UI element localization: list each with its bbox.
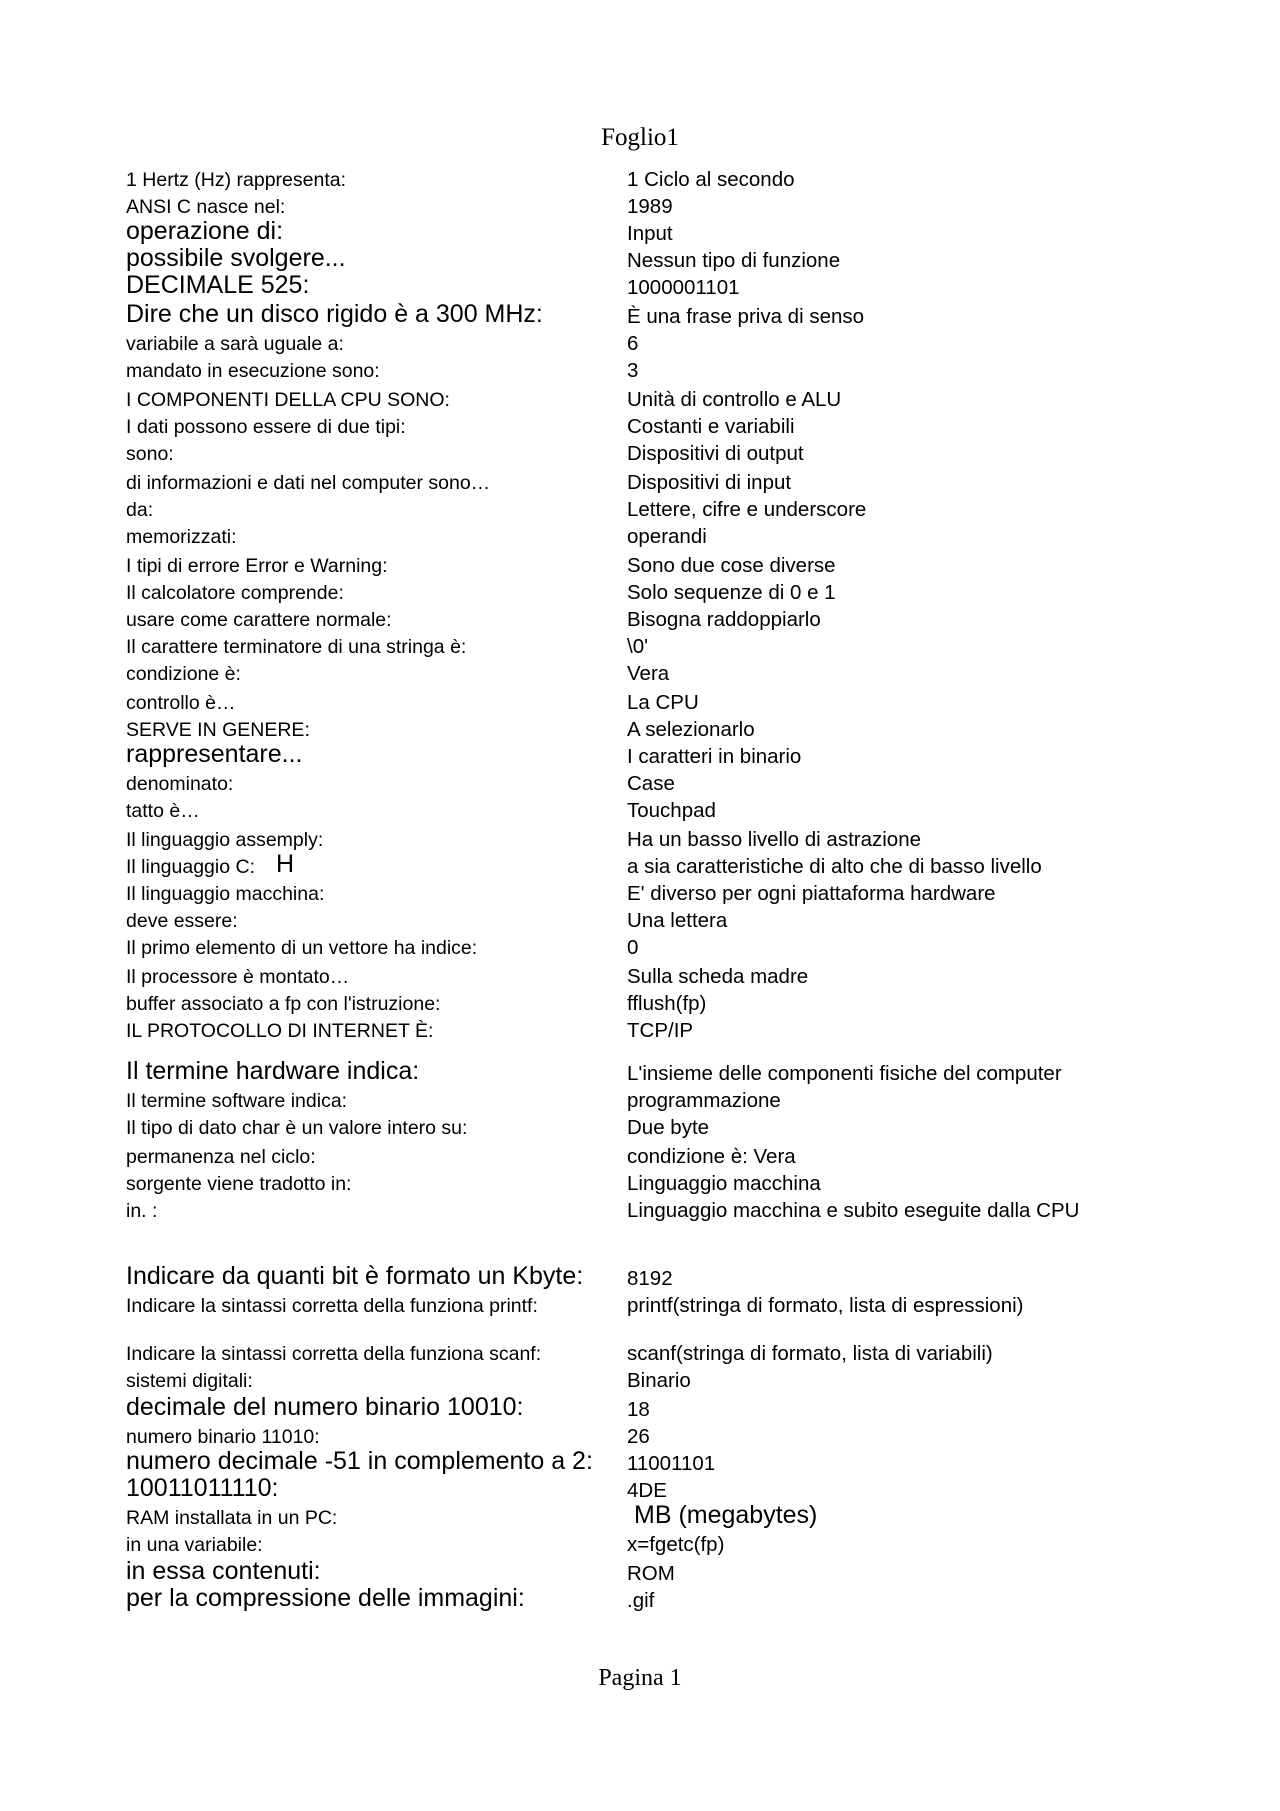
answer-cell: scanf(stringa di formato, lista di variabili) (627, 1341, 993, 1365)
table-row (0, 301, 1280, 330)
table-row (0, 467, 1280, 496)
question-cell: numero binario 11010: (126, 1425, 320, 1448)
question-cell: Il primo elemento di un vettore ha indice: (126, 936, 478, 959)
table-row (0, 660, 1280, 687)
question-cell-overflow: H (276, 850, 295, 878)
table-row (0, 1394, 1280, 1423)
page-footer: Pagina 1 (598, 1665, 682, 1691)
table-row (0, 193, 1280, 220)
question-cell: da: (126, 498, 154, 521)
answer-cell: 1989 (627, 194, 673, 218)
table-row (0, 990, 1280, 1017)
answer-cell: Linguaggio macchina (627, 1171, 821, 1195)
answer-cell: 18 (627, 1397, 650, 1421)
table-row (0, 1447, 1280, 1477)
question-cell: 1 Hertz (Hz) rappresenta: (126, 168, 346, 191)
question-cell: Indicare la sintassi corretta della funziona scanf: (126, 1342, 542, 1365)
table-row (0, 934, 1280, 961)
question-cell: RAM installata in un PC: (126, 1506, 338, 1529)
question-cell: sorgente viene tradotto in: (126, 1172, 352, 1195)
question-cell: Il linguaggio C: (126, 855, 255, 878)
table-row (0, 880, 1280, 907)
answer-cell: Sulla scheda madre (627, 964, 809, 988)
answer-cell: Ha un basso livello di astrazione (627, 827, 921, 851)
answer-cell: Costanti e variabili (627, 414, 795, 438)
question-cell: tatto è… (126, 799, 200, 822)
answer-cell: E' diverso per ogni piattaforma hardware (627, 881, 996, 905)
question-cell: variabile a sarà uguale a: (126, 332, 344, 355)
question-cell: 10011011110: (126, 1474, 279, 1502)
answer-cell: Binario (627, 1368, 691, 1392)
question-cell: Indicare la sintassi corretta della funziona printf: (126, 1294, 538, 1317)
question-cell: in una variabile: (126, 1533, 263, 1556)
question-cell: DECIMALE 525: (126, 271, 310, 299)
table-row (0, 1501, 1280, 1531)
table-row (0, 1197, 1280, 1224)
question-cell: Il termine hardware indica: (126, 1057, 420, 1085)
answer-cell: operandi (627, 524, 707, 548)
table-row (0, 797, 1280, 824)
table-row (0, 850, 1280, 880)
answer-cell: Input (627, 221, 673, 245)
question-cell: Il tipo di dato char è un valore intero su: (126, 1116, 468, 1139)
question-cell: IL PROTOCOLLO DI INTERNET È: (126, 1019, 434, 1042)
question-cell: deve essere: (126, 909, 238, 932)
question-cell: sono: (126, 442, 174, 465)
table-row (0, 1292, 1280, 1319)
answer-cell: printf(stringa di formato, lista di espressioni) (627, 1293, 1024, 1317)
table-row (0, 1044, 1280, 1087)
question-cell: operazione di: (126, 217, 284, 245)
answer-cell: Unità di controllo e ALU (627, 387, 842, 411)
question-cell: per la compressione delle immagini: (126, 1584, 525, 1612)
question-cell: SERVE IN GENERE: (126, 718, 310, 741)
table-row (0, 550, 1280, 579)
question-cell: Dire che un disco rigido è a 300 MHz: (126, 300, 543, 328)
answer-cell: La CPU (627, 690, 699, 714)
table-row (0, 633, 1280, 660)
answer-cell: condizione è: Vera (627, 1144, 796, 1168)
table-row (0, 1087, 1280, 1114)
question-cell: Il linguaggio macchina: (126, 882, 325, 905)
answer-cell: Due byte (627, 1115, 710, 1139)
table-row (0, 961, 1280, 990)
question-cell: permanenza nel ciclo: (126, 1145, 316, 1168)
question-cell: rappresentare... (126, 740, 303, 768)
answer-cell: fflush(fp) (627, 991, 707, 1015)
question-cell: controllo è… (126, 691, 236, 714)
question-cell: ANSI C nasce nel: (126, 195, 286, 218)
answer-cell: 3 (627, 358, 639, 382)
table-row (0, 1584, 1280, 1614)
answer-cell: I caratteri in binario (627, 744, 802, 768)
question-cell: numero decimale -51 in complemento a 2: (126, 1447, 593, 1475)
question-cell: Il processore è montato… (126, 965, 350, 988)
question-cell: decimale del numero binario 10010: (126, 1393, 524, 1421)
table-row (0, 413, 1280, 440)
table-row (0, 440, 1280, 467)
table-row (0, 907, 1280, 934)
answer-cell: L'insieme delle componenti fisiche del computer (627, 1061, 1062, 1085)
answer-cell: Sono due cose diverse (627, 553, 836, 577)
question-cell: in essa contenuti: (126, 1557, 321, 1585)
table-row (0, 1319, 1280, 1367)
question-cell: Indicare da quanti bit è formato un Kbyte: (126, 1262, 584, 1290)
question-cell: condizione è: (126, 662, 241, 685)
qa-table (0, 166, 1280, 1614)
answer-cell: TCP/IP (627, 1018, 694, 1042)
answer-cell: \0' (627, 634, 649, 658)
table-row (0, 1224, 1280, 1292)
table-row (0, 217, 1280, 247)
question-cell: Il linguaggio assemply: (126, 828, 324, 851)
table-row (0, 166, 1280, 193)
answer-cell: 1000001101 (627, 275, 740, 299)
answer-cell: Bisogna raddoppiarlo (627, 607, 821, 631)
question-cell: mandato in esecuzione sono: (126, 359, 380, 382)
table-row (0, 1114, 1280, 1141)
question-cell: Il carattere terminatore di una stringa è: (126, 635, 467, 658)
table-row (0, 1423, 1280, 1450)
table-row (0, 1141, 1280, 1170)
question-cell: Il termine software indica: (126, 1089, 348, 1112)
table-row (0, 687, 1280, 716)
answer-cell: 11001101 (627, 1451, 716, 1475)
answer-cell: ROM (627, 1561, 675, 1585)
question-cell: memorizzati: (126, 525, 237, 548)
question-cell: I tipi di errore Error e Warning: (126, 554, 388, 577)
answer-cell: Una lettera (627, 908, 728, 932)
answer-cell: x=fgetc(fp) (627, 1532, 725, 1556)
answer-cell: 4DE (627, 1478, 667, 1502)
answer-cell: Nessun tipo di funzione (627, 248, 841, 272)
answer-cell: A selezionarlo (627, 717, 755, 741)
question-cell: possibile svolgere... (126, 244, 346, 272)
table-row (0, 496, 1280, 523)
table-row (0, 330, 1280, 357)
table-row (0, 1367, 1280, 1394)
answer-cell: programmazione (627, 1088, 781, 1112)
answer-cell: Touchpad (627, 798, 716, 822)
answer-cell: Dispositivi di input (627, 470, 792, 494)
table-row (0, 606, 1280, 633)
question-cell: buffer associato a fp con l'istruzione: (126, 992, 441, 1015)
table-row (0, 1170, 1280, 1197)
answer-cell: Case (627, 771, 675, 795)
question-cell: denominato: (126, 772, 234, 795)
answer-cell: 8192 (627, 1266, 673, 1290)
question-cell: sistemi digitali: (126, 1369, 253, 1392)
answer-cell: 1 Ciclo al secondo (627, 167, 795, 191)
answer-cell: Lettere, cifre e underscore (627, 497, 867, 521)
table-row (0, 770, 1280, 797)
table-row (0, 824, 1280, 853)
answer-cell: 26 (627, 1424, 650, 1448)
question-cell: I COMPONENTI DELLA CPU SONO: (126, 388, 450, 411)
question-cell: di informazioni e dati nel computer sono… (126, 471, 491, 494)
answer-cell: Vera (627, 661, 670, 685)
table-row (0, 357, 1280, 384)
answer-cell: 0 (627, 935, 639, 959)
table-row (0, 271, 1280, 301)
question-cell: usare come carattere normale: (126, 608, 392, 631)
table-row (0, 1017, 1280, 1044)
answer-cell: È una frase priva di senso (627, 304, 865, 328)
answer-cell: a sia caratteristiche di alto che di basso livello (627, 854, 1042, 878)
question-cell: Il calcolatore comprende: (126, 581, 344, 604)
table-row (0, 1558, 1280, 1587)
sheet-title: Foglio1 (601, 124, 679, 151)
answer-cell: MB (megabytes) (634, 1501, 818, 1529)
answer-cell: Linguaggio macchina e subito eseguite dalla CPU (627, 1198, 1080, 1222)
table-row (0, 523, 1280, 550)
table-row (0, 1474, 1280, 1504)
table-row (0, 384, 1280, 413)
answer-cell: Dispositivi di output (627, 441, 804, 465)
table-row (0, 244, 1280, 274)
table-row (0, 740, 1280, 770)
answer-cell: 6 (627, 331, 639, 355)
table-row (0, 1531, 1280, 1558)
answer-cell: .gif (627, 1588, 655, 1612)
table-row (0, 579, 1280, 606)
table-row (0, 716, 1280, 743)
answer-cell: Solo sequenze di 0 e 1 (627, 580, 836, 604)
question-cell: I dati possono essere di due tipi: (126, 415, 406, 438)
question-cell: in. : (126, 1199, 158, 1222)
